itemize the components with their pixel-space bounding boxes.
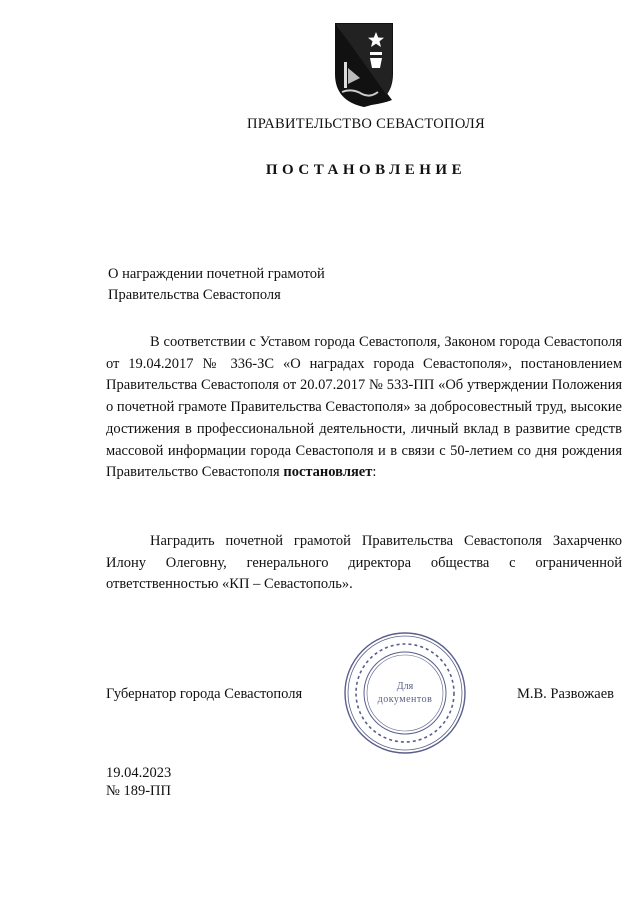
government-header: ПРАВИТЕЛЬСТВО СЕВАСТОПОЛЯ [247,116,485,132]
document-date: 19.04.2023 [106,765,172,781]
document-footer [106,764,171,800]
stamp-center-line-2: документов [377,694,433,705]
body-paragraph-2 [106,531,622,596]
document-number: № 189-ПП [106,783,171,799]
paragraph-1-end: : [372,464,377,481]
sevastopol-coat-of-arms-icon [332,22,396,108]
subject-line-2: Правительства Севастополя [108,287,281,303]
document-subject [108,264,528,306]
paragraph-2-text: Наградить почетной грамотой Правительства Севастополя Захарченко Илону Олеговну, генерального директора общества с ограниченной ответственностью «КП – Севастополь». [106,533,622,593]
stamp-center-line-1: Для [396,681,414,692]
body-paragraph-1 [106,332,622,484]
signer-title: Губернатор города Севастополя [106,686,303,702]
document-type: ПОСТАНОВЛЕНИЕ [265,162,467,178]
subject-line-1: О награждении почетной грамотой [108,266,325,282]
official-seal-icon [342,630,468,756]
signer-name: М.В. Развожаев [516,686,614,702]
paragraph-1-bold-verb: постановляет [283,464,373,481]
paragraph-1-text: В соответствии с Уставом города Севастополя, Законом города Севастополя от 19.04.2017 № 336-ЗС «О наградах города Севастополя», постановлением Правительства Севастополя от 20.07.2017 № 533-ПП «Об утверждении Положения о почетной грамоте Правительства Севастополя» за добросовестный труд, высокие достижения в профессиональной деятельности, личный вклад в развитие средств массовой информации города Севастополя и в связи с 50-летием со дня рождения Правительство Севастополя [106,334,622,481]
